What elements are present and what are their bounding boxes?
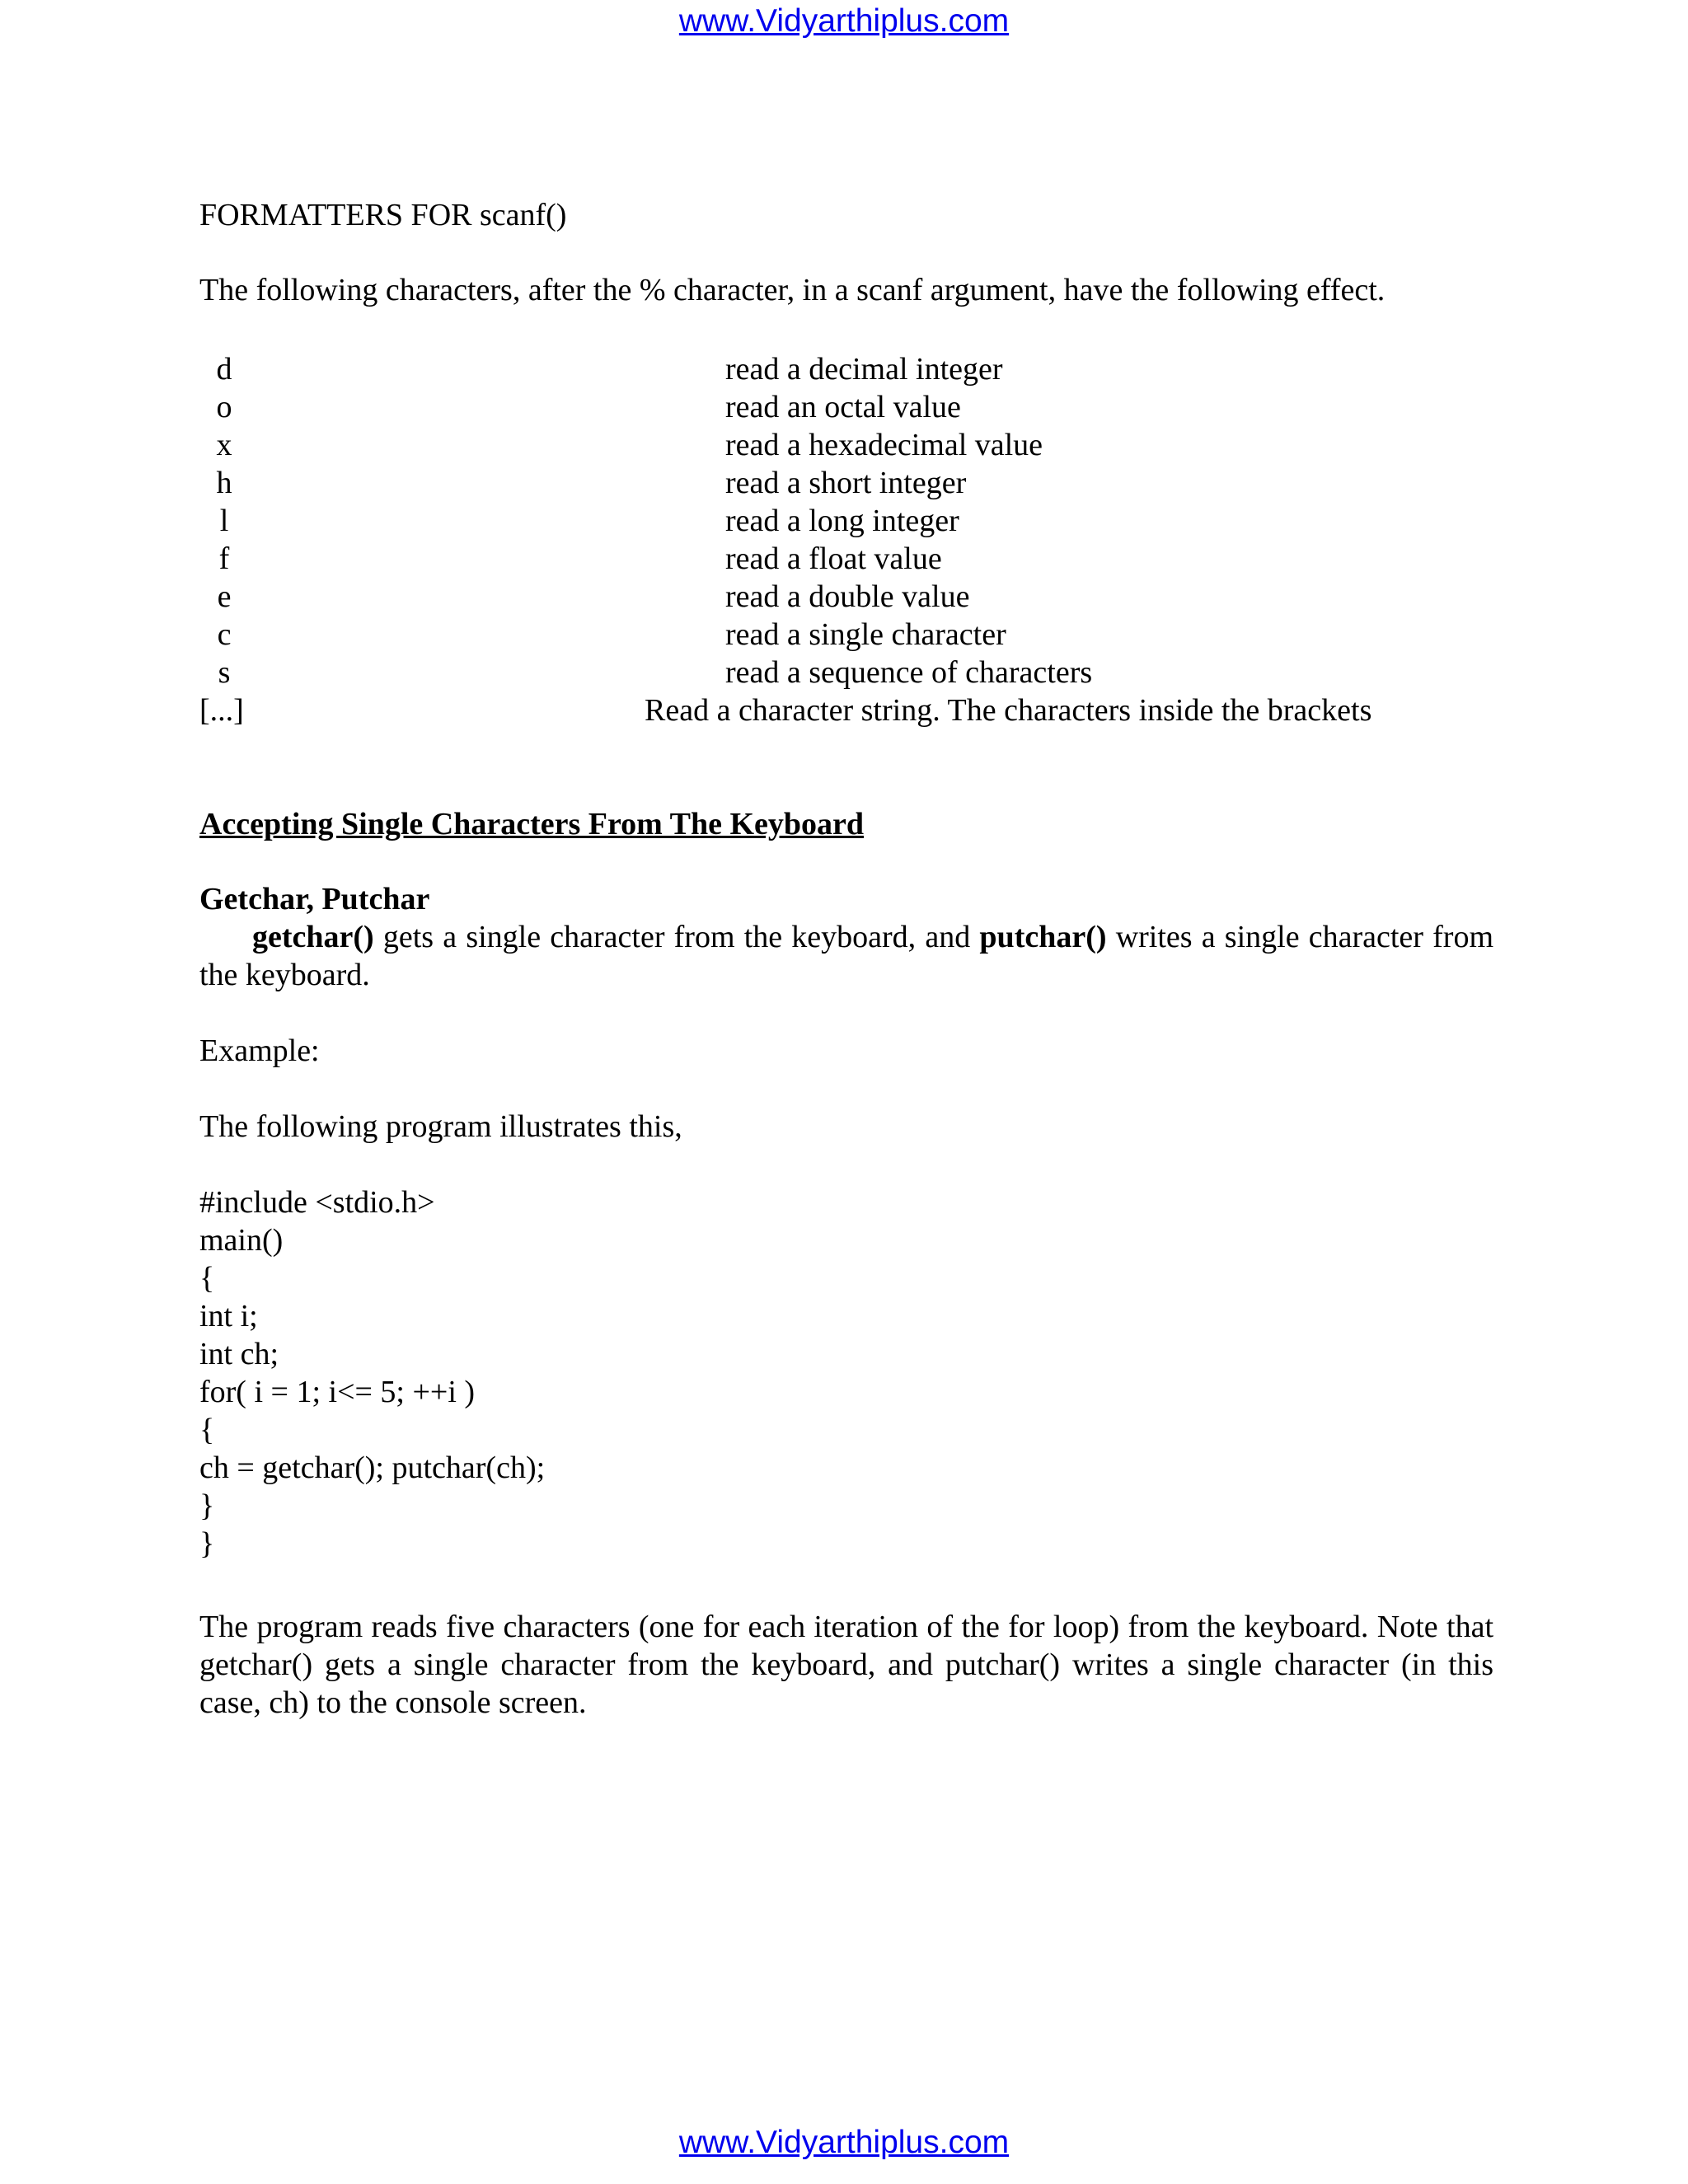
formatter-desc: read a float value [725,541,942,576]
formatter-row [199,616,1493,654]
illustrates-text: The following program illustrates this, [199,1109,682,1144]
formatter-desc: read a sequence of characters [725,655,1093,690]
code-line: } [199,1526,215,1561]
formatter-row [199,426,1493,464]
formatter-code: c [217,617,232,652]
paragraph-text: writes a single character from the keyboard. [199,920,1493,992]
closing-paragraph: The program reads five characters (one for each iteration of the for loop) from the keyboard. Note that getchar() gets a single character from the keyboard, and putchar() writes a single character (in this case, ch) to the console screen. [199,1610,1493,1720]
formatter-row [199,502,1493,540]
subheading: Getchar, Putchar [199,882,430,916]
formatter-code: d [216,352,232,387]
formatters-table [199,350,1493,729]
getchar-fn: getchar() [252,920,374,954]
section-heading: Accepting Single Characters From The Keyboard [199,807,865,841]
footer-site-link[interactable]: www.Vidyarthiplus.com [678,2125,1010,2160]
formatter-code: l [219,504,229,538]
formatter-code: f [218,541,230,576]
formatter-desc: Read a character string. The characters inside the brackets [645,693,1372,728]
code-line: main() [199,1223,284,1258]
formatter-desc: read a long integer [725,504,959,538]
formatter-row [199,540,1493,578]
formatter-row [199,388,1493,426]
example-label: Example: [199,1033,320,1068]
formatter-desc: read a double value [725,579,970,614]
formatter-desc: read a single character [725,617,1006,652]
getchar-paragraph [199,918,1493,994]
formatter-code: o [216,390,232,424]
formatter-desc: read a short integer [725,466,967,500]
formatter-code: [...] [199,693,244,728]
formatter-code: e [217,579,232,614]
section-title: FORMATTERS FOR scanf() [199,198,567,232]
code-line: { [199,1413,215,1447]
code-line: int i; [199,1299,258,1333]
formatter-row [199,464,1493,502]
code-line: } [199,1488,215,1523]
formatter-code: s [218,655,231,690]
formatter-row [199,691,1493,729]
intro-paragraph: The following characters, after the % character, in a scanf argument, have the following effect. [199,273,1386,307]
code-line: { [199,1261,215,1296]
code-line: int ch; [199,1337,279,1371]
formatter-row [199,350,1493,388]
paragraph-text: gets a single character from the keyboard, and [373,920,980,954]
formatter-code: h [216,466,232,500]
code-block [199,1183,545,1563]
code-line: #include <stdio.h> [199,1185,435,1220]
putchar-fn: putchar() [979,920,1107,954]
formatter-desc: read a hexadecimal value [725,428,1043,462]
formatter-code: x [216,428,232,462]
code-line: for( i = 1; i<= 5; ++i ) [199,1375,476,1409]
formatter-desc: read an octal value [725,390,961,424]
code-line: ch = getchar(); putchar(ch); [199,1451,546,1485]
formatter-row [199,578,1493,616]
formatter-desc: read a decimal integer [725,352,1003,387]
formatter-row [199,654,1493,691]
header-site-link[interactable]: www.Vidyarthiplus.com [678,3,1010,39]
